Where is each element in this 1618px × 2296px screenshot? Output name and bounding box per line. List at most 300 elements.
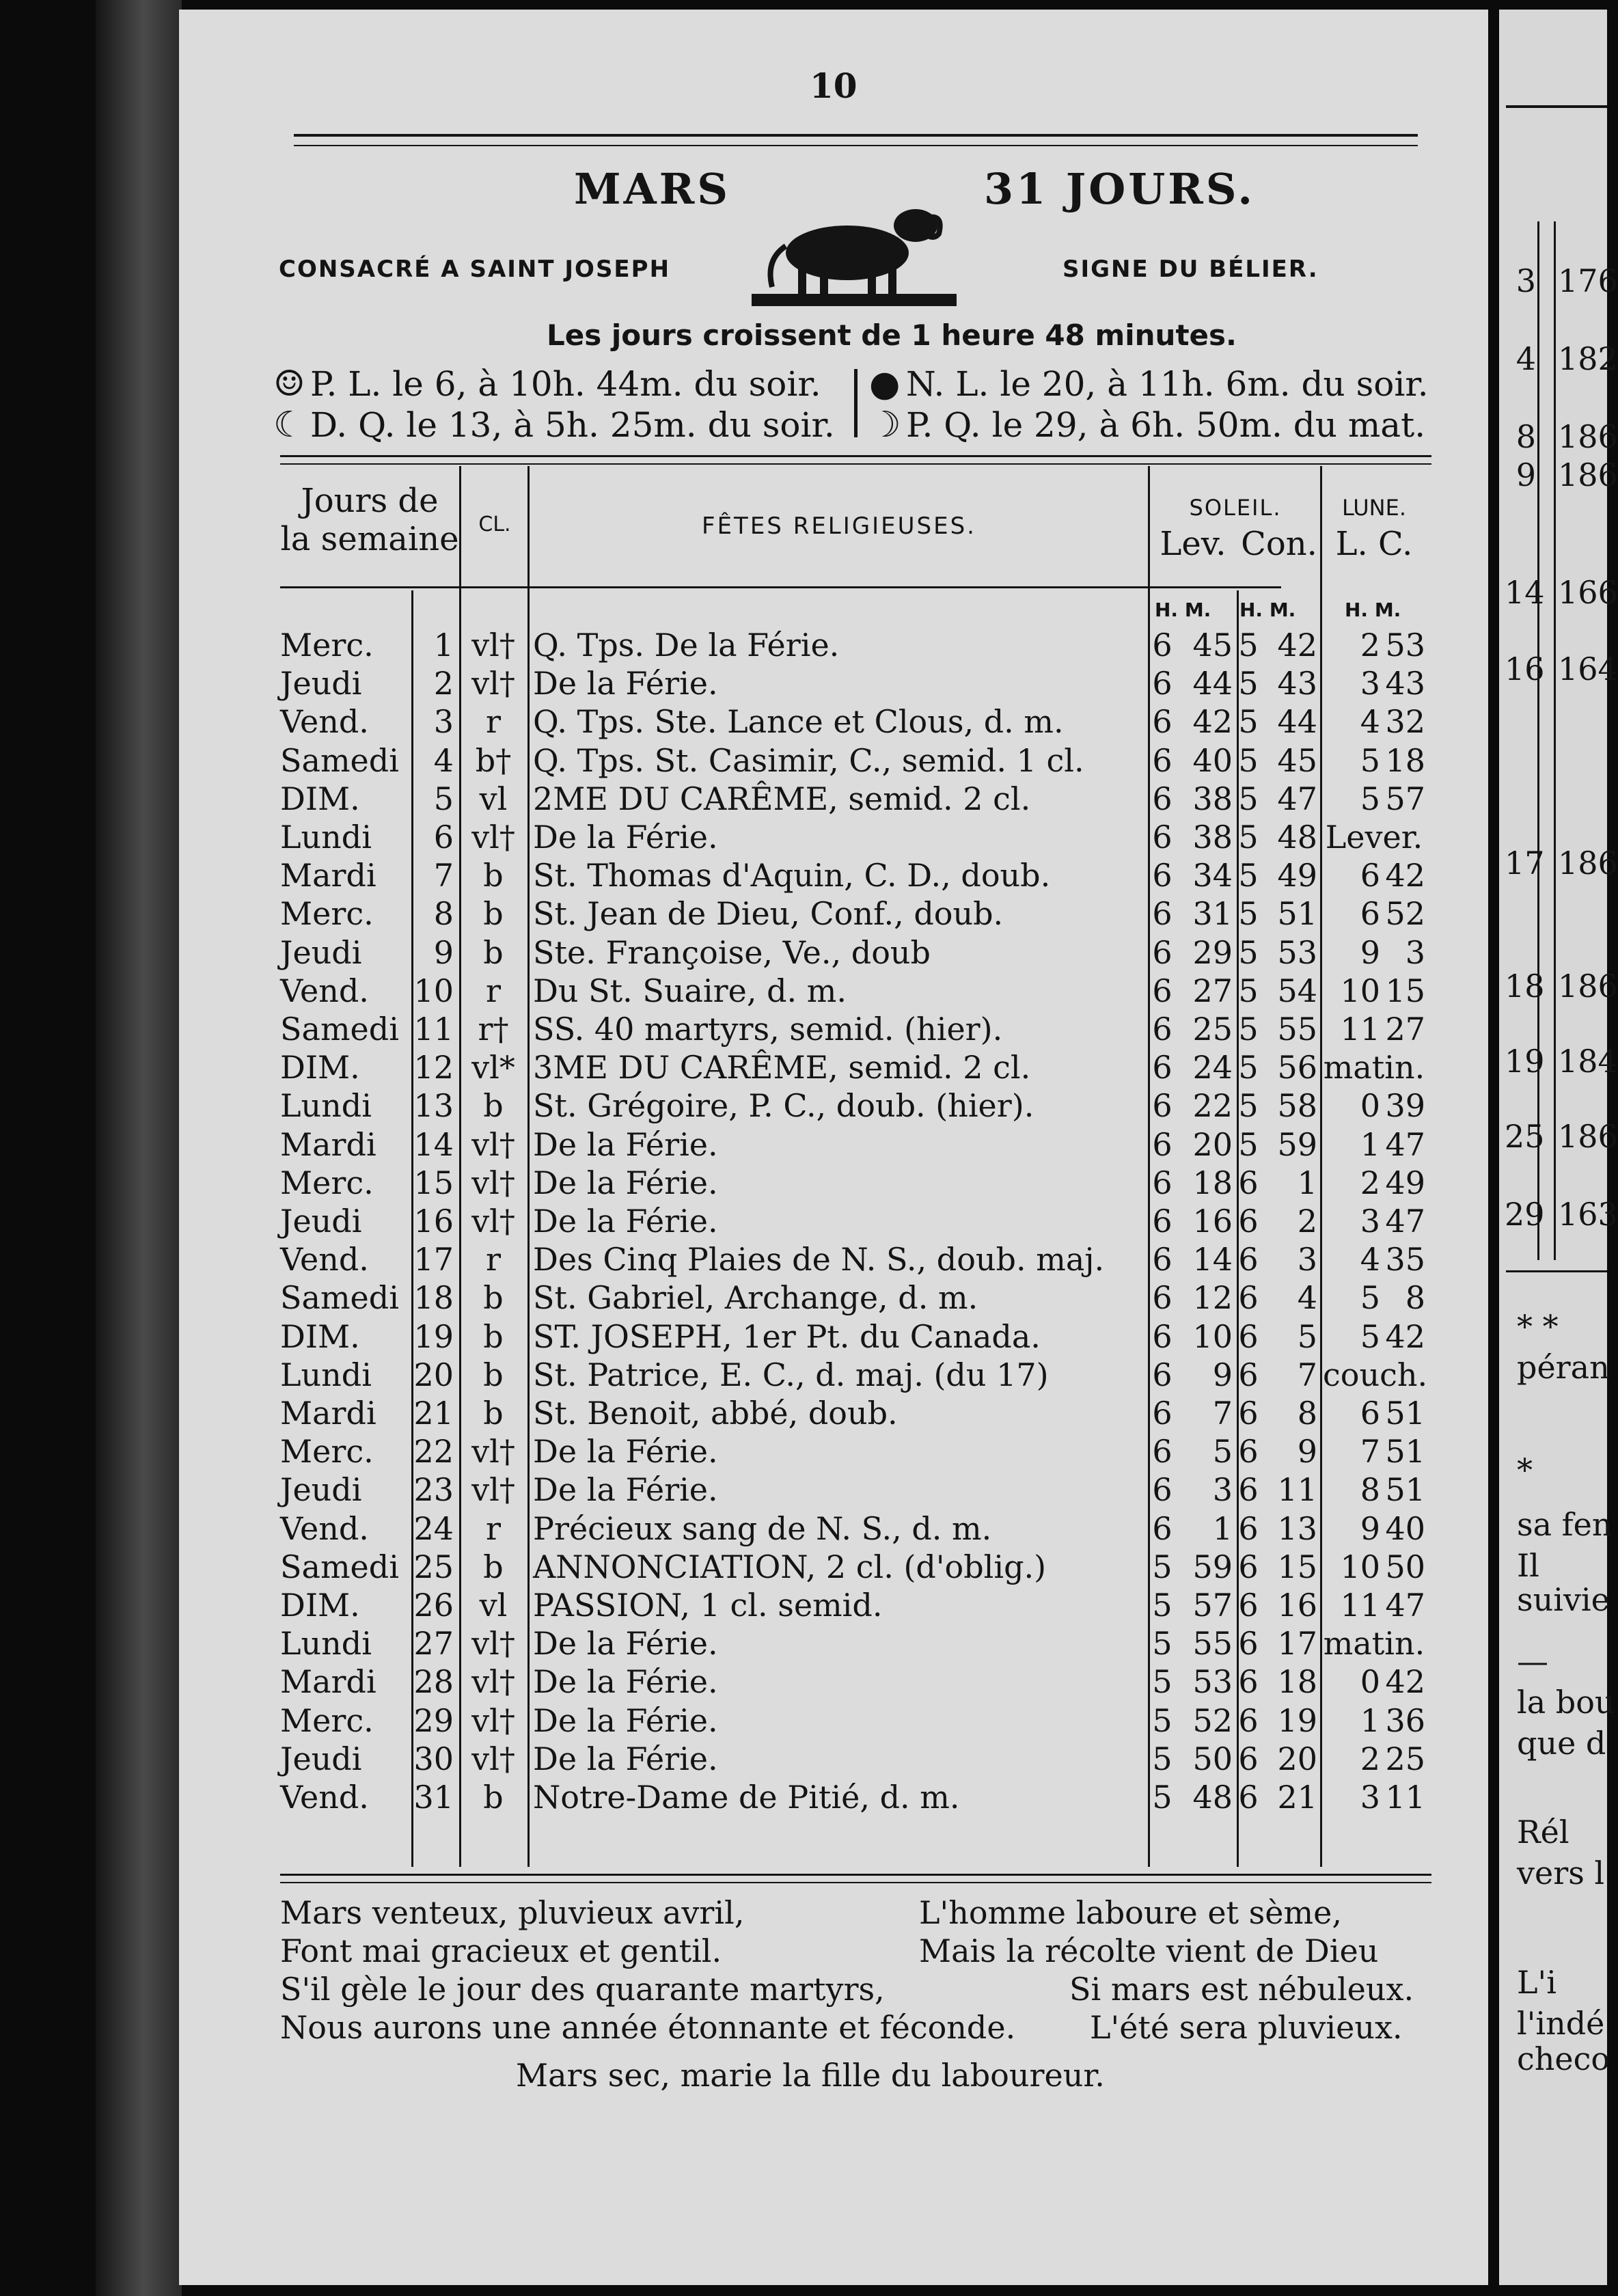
facing-row-number: 19	[1505, 1043, 1545, 1080]
hm-label-moon: H. M.	[1345, 599, 1401, 621]
cell-ch: 5	[1238, 1087, 1259, 1125]
cell-mm: 49	[1385, 1164, 1425, 1201]
cell-lm: 16	[1192, 1203, 1233, 1240]
table-top-rule-thin	[280, 463, 1431, 465]
cell-lm: 14	[1192, 1241, 1233, 1279]
cell-ch: 5	[1238, 1049, 1259, 1086]
cell-lh: 6	[1152, 1509, 1173, 1547]
facing-row-value: 164	[1558, 651, 1618, 687]
proverb-left-1: Mars venteux, pluvieux avril,	[280, 1894, 745, 1931]
col-line-weekday	[459, 466, 461, 1867]
cell-lh: 6	[1152, 895, 1173, 933]
cell-d: 27	[413, 1625, 454, 1663]
facing-text-fragment: que d	[1517, 1725, 1606, 1762]
cell-fete: St. Thomas d'Aquin, C. D., doub.	[533, 857, 1051, 894]
hm-label-sunset: H. M.	[1239, 599, 1296, 621]
cell-ch: 5	[1238, 819, 1259, 856]
cell-ch: 5	[1238, 895, 1259, 933]
cell-ch: 6	[1238, 1779, 1259, 1816]
cell-cl: r†	[478, 1011, 509, 1048]
hm-label-sunrise: H. M.	[1155, 599, 1211, 621]
cell-fete: Précieux sang de N. S., d. m.	[533, 1509, 992, 1547]
cell-lh: 6	[1152, 1203, 1173, 1240]
cell-lh: 6	[1152, 972, 1173, 1009]
cell-cl: b	[483, 933, 504, 971]
cell-mm: 51	[1385, 1433, 1425, 1471]
facing-row-number: 17	[1505, 845, 1545, 882]
cell-ch: 5	[1238, 665, 1259, 702]
cell-d: 12	[413, 1049, 454, 1086]
cell-lh: 6	[1152, 1087, 1173, 1125]
cell-cl: b	[483, 1356, 504, 1393]
cell-lh: 5	[1152, 1702, 1173, 1739]
header-weekday-line2: la semaine	[280, 520, 459, 558]
cell-mh: 10	[1340, 972, 1380, 1009]
cell-mm: 3	[1405, 933, 1425, 971]
cell-cl: r	[486, 703, 501, 741]
cell-wd: Vend.	[280, 1509, 369, 1547]
cell-lh: 6	[1152, 857, 1173, 894]
cell-cm: 20	[1277, 1740, 1317, 1777]
cell-lm: 25	[1192, 1011, 1233, 1048]
cell-lh: 6	[1152, 1241, 1173, 1279]
cell-ch: 5	[1238, 857, 1259, 894]
col-line-class	[527, 466, 530, 1867]
cell-cm: 44	[1277, 703, 1317, 741]
cell-ch: 5	[1238, 780, 1259, 817]
facing-row-number: 18	[1505, 968, 1545, 1004]
month-title: MARS	[574, 164, 731, 214]
cell-fete: Des Cinq Plaies de N. S., doub. maj.	[533, 1241, 1105, 1279]
cell-mh: 5	[1360, 780, 1380, 817]
cell-ch: 6	[1238, 1203, 1259, 1240]
phase-text: D. Q. le 13, à 5h. 25m. du soir.	[310, 405, 835, 445]
cell-fete: St. Jean de Dieu, Conf., doub.	[533, 895, 1004, 933]
cell-d: 23	[413, 1471, 454, 1509]
cell-fete: St. Benoit, abbé, doub.	[533, 1395, 898, 1432]
cell-fete: De la Férie.	[533, 1164, 718, 1201]
cell-lm: 10	[1192, 1317, 1233, 1355]
cell-mh: 8	[1360, 1471, 1380, 1509]
cell-fete: Q. Tps. St. Casimir, C., semid. 1 cl.	[533, 741, 1084, 779]
full-moon-icon: ☺	[273, 364, 305, 405]
cell-cm: 16	[1277, 1587, 1317, 1624]
cell-cm: 51	[1277, 895, 1317, 933]
cell-wd: Lundi	[280, 1625, 372, 1663]
facing-text-fragment: —	[1517, 1643, 1548, 1680]
cell-cl: vl†	[471, 1625, 515, 1663]
cell-fete: De la Férie.	[533, 1740, 718, 1777]
cell-lm: 3	[1212, 1471, 1233, 1509]
cell-cm: 53	[1277, 933, 1317, 971]
cell-cl: vl†	[471, 1125, 515, 1163]
cell-lh: 6	[1152, 703, 1173, 741]
table-top-rule	[280, 455, 1431, 457]
cell-cl: b	[483, 1087, 504, 1125]
cell-ch: 6	[1238, 1279, 1259, 1317]
cell-d: 31	[413, 1779, 454, 1816]
cell-wd: Lundi	[280, 1087, 372, 1125]
cell-mh: matin.	[1323, 1625, 1425, 1663]
cell-wd: Jeudi	[280, 933, 362, 971]
facing-row-value: 186	[1558, 968, 1618, 1004]
cell-mm: 15	[1385, 972, 1425, 1009]
cell-wd: Jeudi	[280, 665, 362, 702]
cell-d: 17	[413, 1241, 454, 1279]
cell-cm: 56	[1277, 1049, 1317, 1086]
cell-d: 14	[413, 1125, 454, 1163]
cell-ch: 6	[1238, 1548, 1259, 1585]
cell-lm: 27	[1192, 972, 1233, 1009]
cell-mm: 51	[1385, 1395, 1425, 1432]
cell-d: 15	[413, 1164, 454, 1201]
cell-cl: r	[486, 1241, 501, 1279]
cell-lh: 6	[1152, 665, 1173, 702]
cell-mm: 47	[1385, 1203, 1425, 1240]
cell-cm: 1	[1297, 1164, 1317, 1201]
cell-ch: 5	[1238, 1011, 1259, 1048]
facing-text-fragment: sa fen	[1517, 1506, 1613, 1543]
table-bottom-rule-thin	[280, 1882, 1431, 1883]
cell-d: 30	[413, 1740, 454, 1777]
facing-row-value: 166	[1558, 574, 1618, 611]
cell-cl: b	[483, 1779, 504, 1816]
cell-cl: b†	[475, 741, 512, 779]
cell-d: 9	[433, 933, 454, 971]
cell-cm: 8	[1297, 1395, 1317, 1432]
cell-wd: Samedi	[280, 741, 399, 779]
cell-mm: 42	[1385, 1663, 1425, 1701]
facing-row-value: 186	[1558, 456, 1618, 493]
cell-lh: 6	[1152, 1317, 1173, 1355]
cell-lm: 52	[1192, 1702, 1233, 1739]
cell-ch: 5	[1238, 741, 1259, 779]
cell-wd: Mardi	[280, 1663, 376, 1701]
cell-wd: Samedi	[280, 1011, 399, 1048]
cell-mm: 36	[1385, 1702, 1425, 1739]
cell-lm: 50	[1192, 1740, 1233, 1777]
cell-cl: vl†	[471, 627, 515, 664]
cell-wd: Vend.	[280, 703, 369, 741]
phase-text: P. L. le 6, à 10h. 44m. du soir.	[310, 364, 821, 404]
cell-d: 25	[413, 1548, 454, 1585]
facing-row-number: 25	[1505, 1118, 1545, 1155]
cell-lm: 59	[1192, 1548, 1233, 1585]
facing-row-number: 16	[1505, 651, 1545, 687]
cell-cm: 5	[1297, 1317, 1317, 1355]
cell-d: 22	[413, 1433, 454, 1471]
cell-wd: DIM.	[280, 1587, 360, 1624]
cell-cl: vl†	[471, 1203, 515, 1240]
cell-d: 16	[413, 1203, 454, 1240]
cell-d: 2	[433, 665, 454, 702]
phase-full-moon	[273, 364, 821, 405]
cell-wd: Samedi	[280, 1279, 399, 1317]
cell-wd: Mardi	[280, 1395, 376, 1432]
cell-lh: 6	[1152, 1049, 1173, 1086]
cell-mh: couch.	[1323, 1356, 1428, 1393]
cell-lh: 5	[1152, 1587, 1173, 1624]
facing-row-value: 184	[1558, 1043, 1618, 1080]
proverb-left-3: S'il gèle le jour des quarante martyrs,	[280, 1971, 885, 2008]
cell-ch: 5	[1238, 972, 1259, 1009]
cell-lm: 38	[1192, 819, 1233, 856]
cell-ch: 6	[1238, 1241, 1259, 1279]
cell-lm: 45	[1192, 627, 1233, 664]
cell-d: 20	[413, 1356, 454, 1393]
cell-d: 11	[413, 1011, 454, 1048]
phase-text: P. Q. le 29, à 6h. 50m. du mat.	[906, 405, 1426, 445]
cell-cl: b	[483, 1279, 504, 1317]
top-rule	[294, 134, 1418, 137]
facing-row-number: 8	[1516, 418, 1536, 455]
cell-cm: 13	[1277, 1509, 1317, 1547]
facing-row-value: 186	[1558, 845, 1618, 882]
cell-fete: Notre-Dame de Pitié, d. m.	[533, 1779, 960, 1816]
cell-mh: 5	[1360, 741, 1380, 779]
cell-fete: ST. JOSEPH, 1er Pt. du Canada.	[533, 1317, 1041, 1355]
new-moon-icon: ●	[869, 364, 901, 405]
cell-lh: 5	[1152, 1663, 1173, 1701]
cell-d: 19	[413, 1317, 454, 1355]
cell-wd: Merc.	[280, 627, 374, 664]
cell-mh: 3	[1360, 1203, 1380, 1240]
proverb-left-2: Font mai gracieux et gentil.	[280, 1932, 722, 1969]
cell-mh: 5	[1360, 1279, 1380, 1317]
cell-mh: 6	[1360, 1395, 1380, 1432]
cell-lm: 1	[1212, 1509, 1233, 1547]
cell-cm: 54	[1277, 972, 1317, 1009]
facing-text-fragment: l'indé	[1517, 2005, 1605, 2042]
table-bottom-rule	[280, 1874, 1431, 1876]
cell-wd: DIM.	[280, 1317, 360, 1355]
proverb-right-1: L'homme laboure et sème,	[919, 1894, 1342, 1931]
header-sunset: Con.	[1241, 525, 1317, 563]
col-line-moon	[1320, 466, 1322, 1867]
phase-first-quarter	[869, 405, 1425, 446]
cell-wd: Merc.	[280, 1702, 374, 1739]
col-line-feasts	[1148, 466, 1150, 1867]
cell-ch: 6	[1238, 1395, 1259, 1432]
cell-cl: b	[483, 895, 504, 933]
cell-fete: Q. Tps. De la Férie.	[533, 627, 840, 664]
facing-text-fragment: vers l	[1517, 1855, 1605, 1891]
cell-cl: vl†	[471, 1433, 515, 1471]
cell-mh: 7	[1360, 1433, 1380, 1471]
cell-wd: Vend.	[280, 1779, 369, 1816]
cell-lh: 6	[1152, 1356, 1173, 1393]
cell-cl: r	[486, 1509, 501, 1547]
cell-wd: Jeudi	[280, 1740, 362, 1777]
cell-d: 3	[433, 703, 454, 741]
cell-ch: 5	[1238, 703, 1259, 741]
facing-row-number: 4	[1516, 340, 1536, 377]
cell-lm: 55	[1192, 1625, 1233, 1663]
cell-mh: 11	[1340, 1011, 1380, 1048]
cell-cm: 55	[1277, 1011, 1317, 1048]
cell-lm: 24	[1192, 1049, 1233, 1086]
cell-cm: 48	[1277, 819, 1317, 856]
cell-lh: 6	[1152, 741, 1173, 779]
cell-cm: 4	[1297, 1279, 1317, 1317]
facing-page-col-line-2	[1537, 221, 1539, 1260]
cell-lm: 22	[1192, 1087, 1233, 1125]
cell-cm: 3	[1297, 1241, 1317, 1279]
cell-d: 7	[433, 857, 454, 894]
cell-ch: 5	[1238, 627, 1259, 664]
cell-cm: 19	[1277, 1702, 1317, 1739]
cell-fete: Du St. Suaire, d. m.	[533, 972, 847, 1009]
cell-mm: 50	[1385, 1548, 1425, 1585]
first-quarter-icon: ☽	[869, 405, 901, 446]
facing-row-value: 186	[1558, 1118, 1618, 1155]
cell-cm: 49	[1277, 857, 1317, 894]
cell-d: 6	[433, 819, 454, 856]
cell-mh: 9	[1360, 1509, 1380, 1547]
facing-row-value: 186	[1558, 418, 1618, 455]
cell-fete: De la Férie.	[533, 819, 718, 856]
proverb-left-4: Nous aurons une année étonnante et féconde.	[280, 2009, 1016, 2046]
day-length-note: Les jours croissent de 1 heure 48 minutes.	[547, 318, 1237, 352]
cell-lm: 34	[1192, 857, 1233, 894]
cell-cm: 42	[1277, 627, 1317, 664]
cell-mh: 2	[1360, 627, 1380, 664]
cell-mh: 2	[1360, 1164, 1380, 1201]
binding-gutter	[96, 0, 182, 2296]
cell-lm: 18	[1192, 1164, 1233, 1201]
cell-cm: 21	[1277, 1779, 1317, 1816]
cell-fete: De la Férie.	[533, 1625, 718, 1663]
facing-text-fragment: * *	[1517, 1308, 1559, 1345]
cell-mm: 18	[1385, 741, 1425, 779]
cell-cl: r	[486, 972, 501, 1009]
cell-d: 26	[413, 1587, 454, 1624]
phase-last-quarter	[273, 405, 835, 446]
cell-mh: 0	[1360, 1087, 1380, 1125]
cell-lm: 29	[1192, 933, 1233, 971]
cell-cl: b	[483, 857, 504, 894]
facing-row-value: 182	[1558, 340, 1618, 377]
cell-wd: Jeudi	[280, 1203, 362, 1240]
cell-mm: 53	[1385, 627, 1425, 664]
cell-lm: 20	[1192, 1125, 1233, 1163]
cell-cm: 7	[1297, 1356, 1317, 1393]
header-bottom-rule	[280, 586, 1281, 588]
cell-mh: 3	[1360, 1779, 1380, 1816]
cell-cl: vl	[479, 1587, 508, 1624]
cell-mm: 40	[1385, 1509, 1425, 1547]
cell-mh: Lever.	[1325, 819, 1423, 856]
cell-fete: Q. Tps. Ste. Lance et Clous, d. m.	[533, 703, 1064, 741]
cell-mh: 3	[1360, 665, 1380, 702]
cell-cm: 59	[1277, 1125, 1317, 1163]
cell-cm: 18	[1277, 1663, 1317, 1701]
cell-lm: 57	[1192, 1587, 1233, 1624]
facing-text-fragment: *	[1517, 1451, 1533, 1488]
cell-lh: 6	[1152, 1395, 1173, 1432]
cell-d: 21	[413, 1395, 454, 1432]
cell-mh: 1	[1360, 1125, 1380, 1163]
cell-cm: 2	[1297, 1203, 1317, 1240]
cell-fete: De la Férie.	[533, 1125, 718, 1163]
header-weekday-line1: Jours de	[301, 482, 439, 520]
cell-mm: 8	[1405, 1279, 1425, 1317]
cell-lh: 5	[1152, 1548, 1173, 1585]
cell-fete: St. Grégoire, P. C., doub. (hier).	[533, 1087, 1034, 1125]
cell-cl: vl*	[471, 1049, 515, 1086]
cell-mm: 39	[1385, 1087, 1425, 1125]
cell-lm: 44	[1192, 665, 1233, 702]
cell-cm: 43	[1277, 665, 1317, 702]
cell-wd: DIM.	[280, 780, 360, 817]
cell-lm: 48	[1192, 1779, 1233, 1816]
cell-mm: 11	[1385, 1779, 1425, 1816]
header-class: CL.	[478, 512, 511, 536]
cell-lh: 6	[1152, 1164, 1173, 1201]
cell-mm: 47	[1385, 1125, 1425, 1163]
cell-fete: De la Férie.	[533, 1433, 718, 1471]
cell-d: 1	[433, 627, 454, 664]
cell-mm: 43	[1385, 665, 1425, 702]
cell-mm: 25	[1385, 1740, 1425, 1777]
facing-text-fragment: péran	[1517, 1349, 1610, 1386]
cell-mh: 1	[1360, 1702, 1380, 1739]
cell-mh: 6	[1360, 895, 1380, 933]
cell-wd: Lundi	[280, 1356, 372, 1393]
cell-wd: Mardi	[280, 1125, 376, 1163]
last-quarter-icon: ☾	[273, 405, 305, 446]
cell-mh: 10	[1340, 1548, 1380, 1585]
cell-wd: Merc.	[280, 1164, 374, 1201]
cell-cm: 9	[1297, 1433, 1317, 1471]
facing-row-value: 163	[1558, 1196, 1618, 1233]
cell-wd: Merc.	[280, 1433, 374, 1471]
facing-row-number: 14	[1505, 574, 1545, 611]
facing-text-fragment: suivie	[1517, 1581, 1610, 1618]
proverb-right-4: L'été sera pluvieux.	[1090, 2009, 1403, 2046]
cell-ch: 6	[1238, 1471, 1259, 1509]
cell-lm: 12	[1192, 1279, 1233, 1317]
dedication: CONSACRÉ A SAINT JOSEPH	[279, 256, 671, 283]
cell-lm: 5	[1212, 1433, 1233, 1471]
proverb-right-2: Mais la récolte vient de Dieu	[919, 1932, 1379, 1969]
cell-fete: SS. 40 martyrs, semid. (hier).	[533, 1011, 1003, 1048]
cell-wd: Lundi	[280, 819, 372, 856]
cell-d: 28	[413, 1663, 454, 1701]
page-number: 10	[810, 66, 858, 106]
cell-fete: Ste. Françoise, Ve., doub	[533, 933, 931, 971]
cell-lm: 9	[1212, 1356, 1233, 1393]
cell-cm: 45	[1277, 741, 1317, 779]
cell-ch: 6	[1238, 1587, 1259, 1624]
cell-mm: 52	[1385, 895, 1425, 933]
facing-text-fragment: Rél	[1517, 1814, 1569, 1850]
cell-mh: 5	[1360, 1317, 1380, 1355]
cell-ch: 6	[1238, 1317, 1259, 1355]
cell-mm: 57	[1385, 780, 1425, 817]
cell-lm: 31	[1192, 895, 1233, 933]
cell-lh: 6	[1152, 780, 1173, 817]
cell-lh: 6	[1152, 1471, 1173, 1509]
cell-fete: ANNONCIATION, 2 cl. (d'oblig.)	[533, 1548, 1047, 1585]
cell-cl: vl†	[471, 1164, 515, 1201]
cell-ch: 6	[1238, 1433, 1259, 1471]
cell-cl: b	[483, 1548, 504, 1585]
cell-cl: b	[483, 1317, 504, 1355]
cell-wd: Merc.	[280, 895, 374, 933]
zodiac-sign: SIGNE DU BÉLIER.	[1062, 256, 1319, 283]
cell-mh: 11	[1340, 1587, 1380, 1624]
